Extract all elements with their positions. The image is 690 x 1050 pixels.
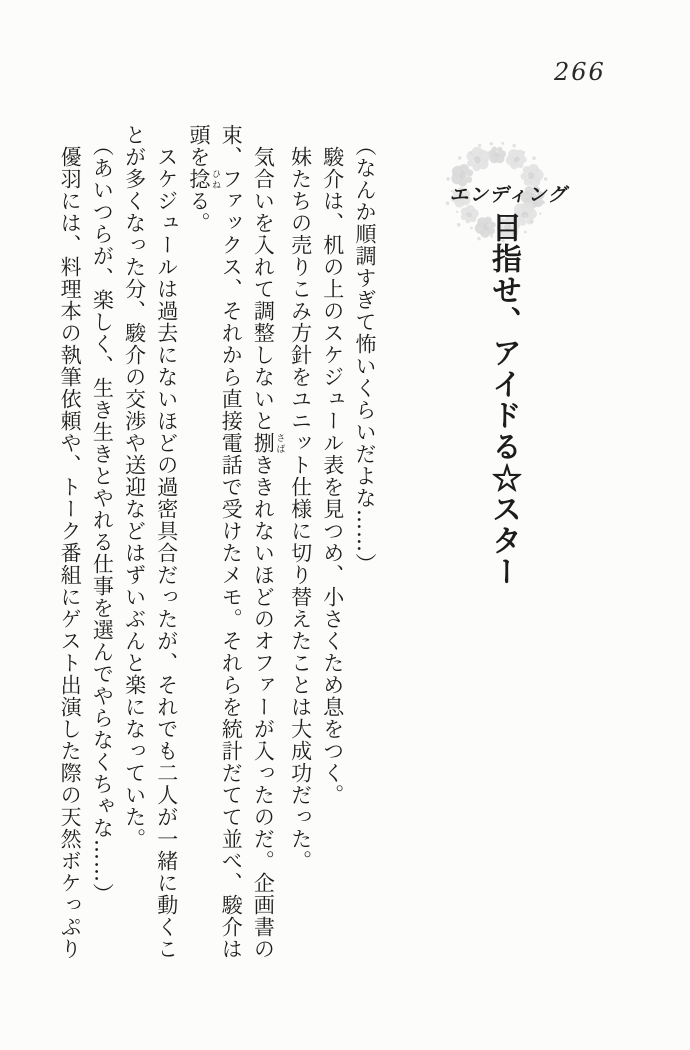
paragraph: （あいつらが、楽しく、生き生きとやれる仕事を選んでやらなくちゃな……）	[90, 135, 115, 905]
furigana-word: 捻 ひね	[186, 168, 220, 190]
chapter-label: エンディング	[448, 184, 571, 206]
paragraph: 気合いを入れて調整しないと捌 さばききれないほどのオファーが入ったのだ。企画書の束、ファックス、それから直接電話で受けたメモ。それらを統計だてて並べ、駿介は頭を捻 ひねる。	[186, 124, 285, 960]
paragraph: 駿介は、机の上のスケジュール表を見つめ、小さくため息をつく。	[320, 146, 345, 806]
page-number: 266	[554, 58, 606, 86]
paragraph: 優羽には、料理本の執筆依頼や、トーク番組にゲスト出演した際の天然ボケっぷり	[58, 146, 83, 960]
body-text	[59, 124, 381, 966]
paragraph: スケジュールは過去にないほどの過密具合だったが、それでも二人が一緒に動くことが多くなった分、駿介の交渉や送迎などはずいぶんと楽になっていた。	[122, 124, 179, 960]
paragraph: 妹たちの売りこみ方針をユニット仕様に切り替えたことは大成功だった。	[288, 146, 313, 872]
furigana-word: 捌 さば	[251, 432, 285, 454]
paragraph: （なんか順調すぎて怖いくらいだよな……）	[353, 135, 377, 575]
chapter-title: 目指せ、アイドる☆スター	[486, 212, 521, 588]
